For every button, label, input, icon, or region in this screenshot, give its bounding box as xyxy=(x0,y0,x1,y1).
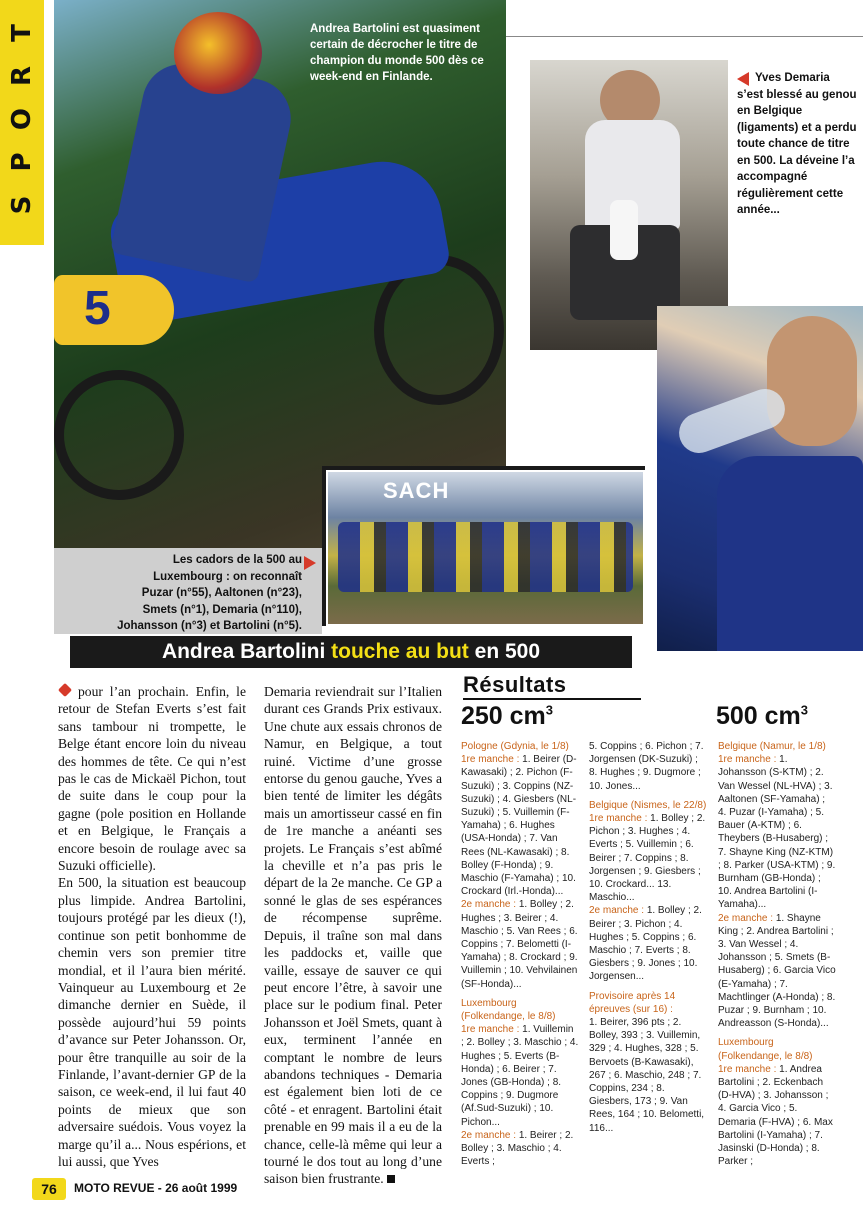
results-text: 1. Bolley ; 2. Pichon ; 3. Hughes ; 4. Everts ; 5. Vuillemin ; 6. Beirer ; 7. Coppins ; 8. Jorgensen ; 9. Giesbers ; 10. Crockard... 13. Maschio... xyxy=(589,813,706,904)
rider-helmet xyxy=(174,12,262,94)
start-line-photo xyxy=(326,470,645,626)
results-block xyxy=(718,740,836,753)
results-text: 1. Beirer, 396 pts ; 2. Bolley, 393 ; 3. Vuillemin, 329 ; 4. Hughes, 328 ; 5. Bervoets (B-Kawasaki), 267 ; 6. Maschio, 248 ; 7. Coppins, 234 ; 8. Giesbers, 173 ; 9. Van Rees, 164 ; 10. Belometti, 116... xyxy=(589,1017,705,1134)
results-250-column-b xyxy=(589,740,707,1135)
results-text: 5. Coppins ; 6. Pichon ; 7. Jorgensen (DK-Suzuki) ; 8. Hughes ; 9. Dugmore ; 10. Jones... xyxy=(589,741,704,792)
demaria-caption-box xyxy=(737,70,857,219)
headline xyxy=(70,636,632,668)
results-rule xyxy=(463,698,641,700)
section-tab-letter: T xyxy=(7,24,37,42)
number-plate xyxy=(54,275,174,345)
bartolini-drinking-photo xyxy=(657,306,863,651)
top-rule xyxy=(505,36,863,37)
main-photo-caption: Andrea Bartolini est quasiment certain de décrocher le titre de champion du monde 500 dès ce week-end en Finlande. xyxy=(310,23,484,83)
headline-banner xyxy=(70,636,632,668)
article-column-2 xyxy=(264,683,442,1188)
results-heading: Luxembourg (Folkendange, le 8/8) xyxy=(718,1037,813,1062)
results-heading: 2e manche : xyxy=(461,1129,519,1141)
results-heading: Luxembourg (Folkendange, le 8/8) xyxy=(461,997,556,1023)
results-heading: Pologne (Gdynia, le 1/8) xyxy=(461,741,569,752)
results-heading: Belgique (Nismes, le 22/8) xyxy=(589,799,707,811)
results-block xyxy=(718,753,836,911)
rider-pack xyxy=(338,522,633,592)
results-block xyxy=(718,1036,836,1062)
results-heading: 1re manche : xyxy=(461,754,523,766)
results-block xyxy=(589,1016,707,1135)
results-block xyxy=(589,904,707,983)
results-text: 1. Shayne King ; 2. Andrea Bartolini ; 3. Van Wessel ; 4. Johansson ; 5. Smets (B-Husaberg) ; 6. Garcia Vico (E-Yamaha) ; 7. Machtlinger (A-Honda) ; 8. Puzar ; 9. Burnham ; 10. Andreasson (S-Honda)... xyxy=(718,912,836,1030)
rider-jersey xyxy=(717,456,863,651)
end-mark-icon xyxy=(387,1175,395,1183)
class-250-heading: 250 $cm^3$ xyxy=(461,702,554,730)
results-block xyxy=(718,912,836,1031)
results-heading: 1re manche : xyxy=(589,813,651,825)
water-bottle xyxy=(673,383,790,458)
headline-highlight: touche au but xyxy=(331,640,469,663)
front-wheel xyxy=(54,370,184,500)
results-text: 1. Beirer (D-Kawasaki) ; 2. Pichon (F-Suzuki) ; 3. Coppins (NZ-Suzuki) ; 4. Giesbers (NL-Suzuki) ; 5. Vuillemin (F-Yamaha) ; 6. Hughes (USA-Honda) ; 7. Van Rees (NL-Kawasaki) ; 8. Bolley (F-Honda) ; 9. Maschio (F-Yamaha) ; 10. Crockard (Irl.-Honda)... xyxy=(461,754,577,898)
results-heading: 1re manche : xyxy=(718,754,780,766)
results-heading: 1re manche : xyxy=(461,1024,523,1036)
results-250-column-a xyxy=(461,740,579,1169)
cadors-caption-line: Smets (n°1), Demaria (n°110), xyxy=(142,603,302,616)
results-heading: Provisoire après 14 épreuves (sur 16) : xyxy=(589,990,676,1015)
results-heading: 2e manche : xyxy=(461,899,519,911)
continuation-bullet-icon xyxy=(58,683,72,697)
caption-arrow-icon xyxy=(304,556,316,570)
cadors-caption-line: Luxembourg : on reconnaît xyxy=(153,570,302,583)
headline-part1: Andrea Bartolini xyxy=(161,640,326,663)
results-block xyxy=(461,997,579,1023)
results-block xyxy=(589,740,707,793)
article-column-1 xyxy=(58,683,246,1170)
cadors-caption xyxy=(110,552,302,635)
cadors-caption-line: Johansson (n°3) et Bartolini (n°5). xyxy=(117,620,302,632)
results-block xyxy=(589,990,707,1016)
results-heading: Belgique (Namur, le 1/8) xyxy=(718,741,826,752)
demaria-caption: Yves Demaria s’est blessé au genou en Belgique (ligaments) et a perdu toute chance de titre en 500. La déveine l’a accompagné régulièrement cette année... xyxy=(737,72,857,216)
results-block xyxy=(461,1129,579,1169)
bike-number: 5 xyxy=(84,282,111,335)
results-heading: 2e manche : xyxy=(589,905,647,917)
results-heading: 1re manche : xyxy=(718,1063,780,1075)
results-title: Résultats xyxy=(463,672,567,697)
results-block xyxy=(461,898,579,990)
results-text: 1. Andrea Bartolini ; 2. Eckenbach (D-HVA) ; 3. Johansson ; 4. Garcia Vico ; 5. Demaria (F-HVA) ; 6. Max Bartolini (I-Yamaha) ; 7. Jasinski (D-Honda) ; 8. Parker ; xyxy=(718,1063,833,1168)
section-tab-letter: P xyxy=(7,152,37,172)
section-tab-letter: O xyxy=(7,107,37,131)
results-text: 1. Bolley ; 2. Hughes ; 3. Beirer ; 4. Maschio ; 5. Van Rees ; 6. Coppins ; 7. Belometti (I-Yamaha) ; 8. Crockard ; 9. Vuillemin ; 10. Vehvilainen (SF-Honda)... xyxy=(461,899,578,990)
results-heading: 2e manche : xyxy=(718,912,776,924)
results-block xyxy=(589,799,707,812)
article-paragraph: pour l’an prochain. Enfin, le retour de Stefan Everts s’est fait sans tambour ni trompette, le Belge étant encore loin du niveau des hommes de tête. Ce qui n’est pas le cas de Mickaël Pichon, tout de suite dans le coup pour la gagne (pole position en Hollande et en Belgique, le Français a encore besoin de roulage avec sa Suzuki officielle). xyxy=(58,684,246,874)
results-block xyxy=(718,1063,836,1169)
results-text: 1. Bolley ; 2. Beirer ; 3. Pichon ; 4. Hughes ; 5. Coppins ; 6. Maschio ; 7. Everts ; 8. Giesbers ; 9. Jones ; 10. Jorgensen... xyxy=(589,905,702,983)
results-block xyxy=(461,1023,579,1129)
class-500-heading: 500 $cm^3$ xyxy=(716,702,809,730)
sponsor-sign: SACH xyxy=(383,478,450,503)
rider-face xyxy=(767,316,857,446)
page-number: 76 xyxy=(32,1178,66,1200)
caption-arrow-icon xyxy=(737,72,749,86)
results-block xyxy=(461,740,579,753)
magazine-footer: MOTO REVUE - 26 août 1999 xyxy=(74,1181,238,1195)
section-tab xyxy=(0,0,44,245)
results-text: 1. Vuillemin ; 2. Bolley ; 3. Maschio ; 4. Hughes ; 5. Everts (B-Honda) ; 6. Beirer ; 7. Jones (GB-Honda) ; 8. Coppins ; 9. Dugmore (Af.Sud-Suzuki) ; 10. Pichon... xyxy=(461,1024,579,1128)
results-block xyxy=(461,753,579,898)
headline-part2: en 500 xyxy=(474,640,541,663)
results-text: 1. Beirer ; 2. Bolley ; 3. Maschio ; 4. Everts ; xyxy=(461,1129,574,1168)
knee-bandage xyxy=(610,200,638,260)
cadors-caption-line: Puzar (n°55), Aaltonen (n°23), xyxy=(141,587,302,599)
results-block xyxy=(589,812,707,904)
results-text: 1. Johansson (S-KTM) ; 2. Van Wessel (NL-HVA) ; 3. Aaltonen (SF-Yamaha) ; 4. Puzar (I-Yamaha) ; 5. Bauer (A-KTM) ; 6. Theybers (B-Husaberg) ; 7. Shayne King (NZ-KTM) ; 8. Parker (USA-KTM) ; 9. Burnham (GB-Honda) ; 10. Andrea Bartolini (I-Yamaha)... xyxy=(718,754,836,911)
article-paragraph: Demaria reviendrait sur l’Italien durant ces Grands Prix estivaux. Une chute aux essais chronos de Namur, en Belgique, a tout ruiné. Victime d’une grosse entorse du genou gauche, Yves a bien tenté de limiter les dégâts mais un amortisseur cassé en fin de 1re manche a anéanti ses projets. Le Français s’est abîmé la cheville et n’a pas pris le départ de la 2e manche. Ce GP a sonné le glas de ses espérances de récompense suprême. Depuis, il traîne son mal dans les paddocks et, vaille que vaille, essaye de sauver ce qui peut encore l’être, à savoir une place sur le podium final. Peter Johansson et Joël Smets, quant à eux, terminent l’année en comptant le nombre de leurs abandons techniques - Demaria est également bien loti de ce côté - et enragent. Bartolini était prenable en 99 mais il a eu de la chance, celle-là même qui leur a tourné le dos tout au long d’une saison bien frustrante. xyxy=(264,684,442,1187)
section-tab-letter: S xyxy=(7,195,37,215)
section-tab-letter: R xyxy=(7,65,37,87)
cadors-caption-line: Les cadors de la 500 au xyxy=(172,554,302,566)
article-paragraph: En 500, la situation est beaucoup plus limpide. Andrea Bartolini, toujours protégé par les dieux (!), continue son petit bonhomme de chemin vers son premier titre mondial, et il l’aura bien mérité. Vainqueur au Luxembourg et 2e dimanche dernier en Suède, il possède aujourd’hui 59 points d’avance sur Peter Johansson. Or, pour être tranquille au soir de la Finlande, l’avant-dernier GP de la saison, ce week-end, il lui faut 40 points de mieux que son adversaire suédois. Vous voyez la marge qu’il a... Nous espérions, et lui aussi, que Yves xyxy=(58,875,246,1169)
results-500-column xyxy=(718,740,836,1169)
